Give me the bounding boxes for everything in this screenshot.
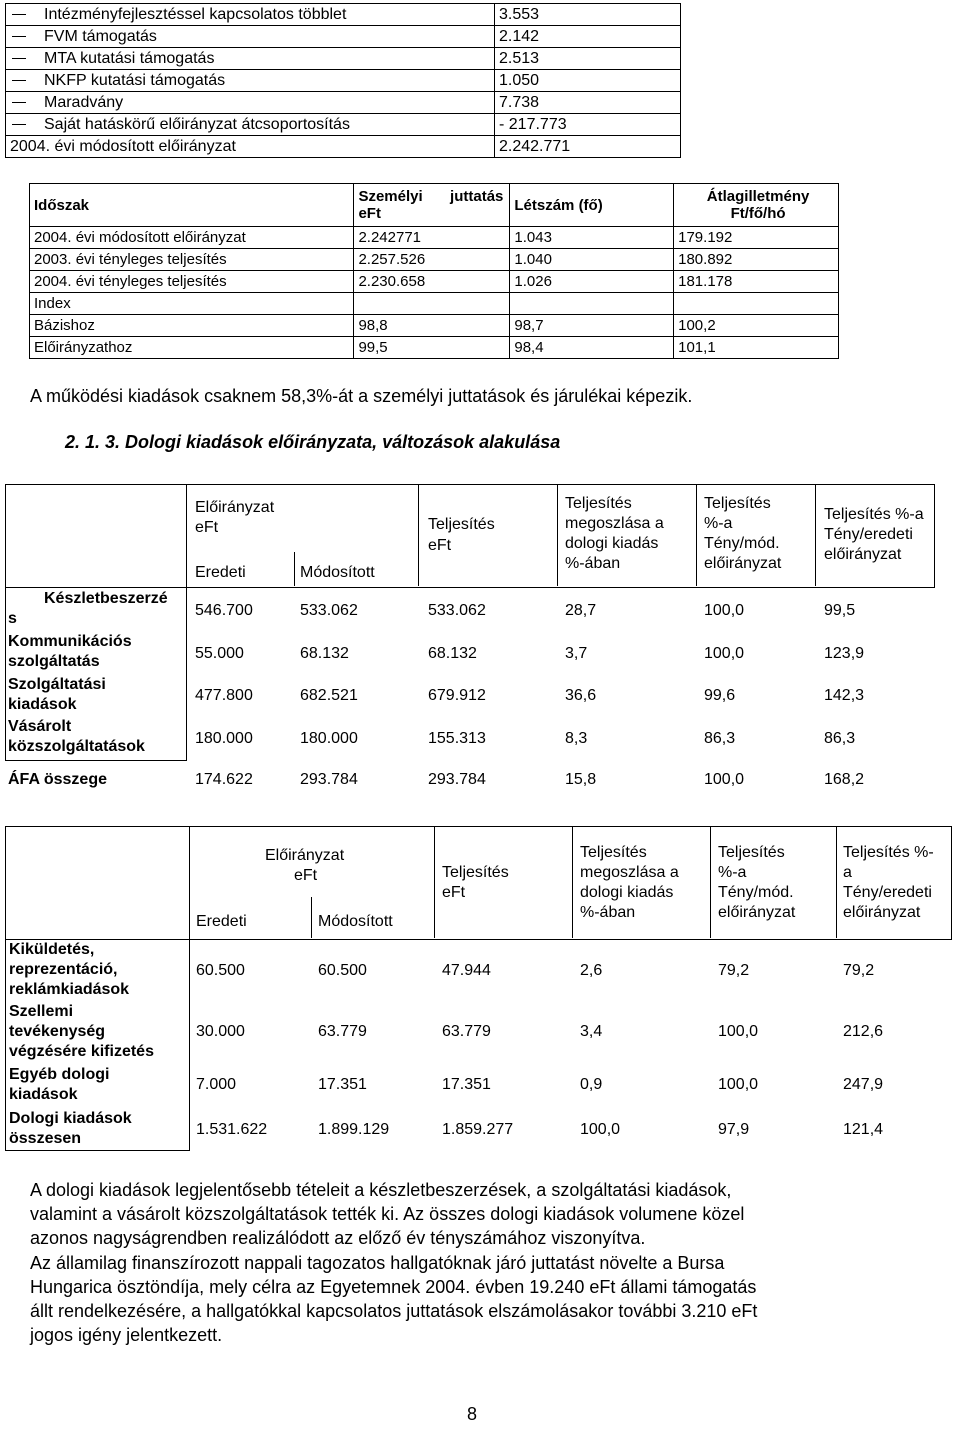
row-label: ÁFA összege [8, 771, 107, 788]
header-eft: eFt [195, 519, 219, 536]
cell: 100,0 [718, 1023, 759, 1040]
row-label: Dologi kiadások összesen [9, 1110, 132, 1147]
cell: 36,6 [565, 687, 597, 704]
dash-bullet [12, 14, 26, 15]
row-label: Kommunikációs szolgáltatás [8, 633, 132, 670]
cell: 155.313 [428, 730, 486, 747]
dash-bullet [12, 58, 26, 59]
divider [836, 826, 837, 938]
divider [5, 586, 6, 760]
cell: 60.500 [196, 962, 245, 979]
header-teny-eredeti: Teljesítés %- a Tény/eredeti előirányzat [843, 844, 934, 921]
section-heading: 2. 1. 3. Dologi kiadások előirányzata, változások alakulása [65, 432, 561, 452]
cell: 63.779 [442, 1023, 491, 1040]
cell: 168,2 [824, 771, 865, 788]
dash-bullet [12, 36, 26, 37]
cell: 180.000 [300, 730, 358, 747]
cell: 17.351 [318, 1076, 367, 1093]
cell: 100,0 [580, 1121, 621, 1138]
table-row [6, 26, 681, 48]
header-teny-eredeti: Teljesítés %-a Tény/eredeti előirányzat [824, 506, 924, 563]
personnel-table [29, 183, 839, 359]
cell: 98,8 [354, 315, 510, 337]
cell [674, 293, 839, 315]
cell: 247,9 [843, 1076, 884, 1093]
cell: 86,3 [824, 730, 856, 747]
header-teny-mod: Teljesítés %-a Tény/mód. előirányzat [704, 495, 782, 572]
table-row [30, 293, 839, 315]
header-megoszlas: Teljesítés megoszlása a dologi kiadás %-ában [580, 844, 679, 921]
row-label: Saját hatáskörű előirányzat átcsoportosítás [44, 115, 350, 133]
divider [186, 484, 187, 586]
cell: 3,4 [580, 1023, 603, 1040]
cell: 1.040 [510, 249, 674, 271]
cell: 79,2 [843, 962, 875, 979]
divider [189, 826, 190, 938]
divider [186, 586, 187, 760]
cell: 8,3 [565, 730, 588, 747]
row-label: Intézményfejlesztéssel kapcsolatos többlet [44, 5, 347, 23]
header-modositott: Módosított [300, 564, 375, 581]
cell: 1.899.129 [318, 1121, 390, 1138]
cell: 2.257.526 [354, 249, 510, 271]
divider [557, 484, 558, 586]
cell: 28,7 [565, 602, 597, 619]
header-teljesites: Teljesítés [442, 864, 509, 881]
row-label: Maradvány [44, 93, 124, 111]
header-eloiranyzat: Előirányzat [265, 847, 345, 864]
row-value: 1.050 [495, 70, 681, 92]
cell: 100,2 [674, 315, 839, 337]
row-value: 3.553 [495, 4, 681, 26]
row-value: 7.738 [495, 92, 681, 114]
cell: 2,6 [580, 962, 603, 979]
table-row [6, 92, 681, 114]
header-headcount: Létszám (fő) [510, 184, 674, 227]
divider [294, 552, 295, 586]
divider [815, 484, 816, 586]
cell: 100,0 [718, 1076, 759, 1093]
cell: 68.132 [300, 645, 349, 662]
divider [189, 938, 190, 1150]
row-value: - 217.773 [495, 114, 681, 136]
row-label: Szolgáltatási kiadások [8, 676, 106, 713]
table-header-box [5, 826, 952, 940]
cell: Index [30, 293, 354, 315]
cell [354, 293, 510, 315]
divider [418, 484, 419, 586]
cell: 142,3 [824, 687, 865, 704]
cell: 533.062 [428, 602, 486, 619]
table-row [30, 337, 839, 359]
cell: 1.043 [510, 227, 674, 249]
cell: 3,7 [565, 645, 588, 662]
cell: 15,8 [565, 771, 597, 788]
cell: 101,1 [674, 337, 839, 359]
table-row [30, 315, 839, 337]
cell: 86,3 [704, 730, 736, 747]
header-eredeti: Eredeti [195, 564, 246, 581]
table-row [30, 249, 839, 271]
divider [5, 760, 187, 761]
cell: Előirányzathoz [30, 337, 354, 359]
table-row [6, 114, 681, 136]
cell: 100,0 [704, 771, 745, 788]
dash-bullet [12, 102, 26, 103]
row-value: 2.513 [495, 48, 681, 70]
cell: 293.784 [428, 771, 486, 788]
header-personal-1b: juttatás [450, 188, 504, 205]
cell: 79,2 [718, 962, 750, 979]
row-label: Szellemi tevékenység végzésére kifizetés [9, 1003, 154, 1060]
cell: 97,9 [718, 1121, 750, 1138]
cell: Bázishoz [30, 315, 354, 337]
header-personal-1: Személyi [358, 188, 423, 205]
row-label: Egyéb dologi kiadások [9, 1066, 110, 1103]
table-row [6, 48, 681, 70]
header-megoszlas: Teljesítés megoszlása a dologi kiadás %-ában [565, 495, 664, 572]
cell: 99,5 [354, 337, 510, 359]
row-label: FVM támogatás [44, 27, 157, 45]
cell: 212,6 [843, 1023, 884, 1040]
cell: 2004. évi módosított előirányzat [30, 227, 354, 249]
row-label: NKFP kutatási támogatás [44, 71, 226, 89]
header-teljesites-eft: eFt [428, 537, 452, 554]
cell: 100,0 [704, 645, 745, 662]
dash-bullet [12, 80, 26, 81]
header-teny-mod: Teljesítés %-a Tény/mód. előirányzat [718, 844, 796, 921]
analysis-paragraph: A dologi kiadások legjelentősebb tételeit a készletbeszerzések, a szolgáltatási kiadások, valamint a vásárolt közszolgáltatások tették ki. Az összes dologi kiadások volumene közel azonos nagyságrendben realizálódott az előző év tényszámához viszonyítva. [30, 1180, 745, 1248]
scholarship-paragraph: Az államilag finanszírozott nappali tagozatos hallgatóknak járó juttatást növelte a Bursa Hungarica ösztöndíja, mely célra az Egyetemnek 2004. évben 19.240 eFt állami támogatás állt rendelkezésére, a hallgatókkal kapcsolatos juttatások elszámolásakor további 3.210 eFt jogos igény jelentkezett. [30, 1253, 758, 1345]
cell: 98,7 [510, 315, 674, 337]
header-period: Időszak [30, 184, 354, 227]
cell: 100,0 [704, 602, 745, 619]
header-avg-1: Átlagilletmény [706, 188, 810, 205]
dash-bullet [12, 124, 26, 125]
cell: 7.000 [196, 1076, 237, 1093]
cell: 2003. évi tényleges teljesítés [30, 249, 354, 271]
cell: 533.062 [300, 602, 358, 619]
cell: 68.132 [428, 645, 477, 662]
divider [311, 897, 312, 938]
divider [710, 826, 711, 938]
cell: 174.622 [195, 771, 253, 788]
cell: 63.779 [318, 1023, 367, 1040]
cell: 1.026 [510, 271, 674, 293]
cell: 98,4 [510, 337, 674, 359]
row-label: 2004. évi módosított előirányzat [6, 136, 495, 158]
row-label: Készletbeszerzé s [8, 590, 168, 627]
cell: 477.800 [195, 687, 253, 704]
cell: 17.351 [442, 1076, 491, 1093]
cell: 293.784 [300, 771, 358, 788]
cell: 2004. évi tényleges teljesítés [30, 271, 354, 293]
header-eloiranyzat: Előirányzat [195, 499, 275, 516]
header-eredeti: Eredeti [196, 913, 247, 930]
table-row [6, 70, 681, 92]
row-label: MTA kutatási támogatás [44, 49, 215, 67]
divider [572, 826, 573, 938]
header-personal-2: eFt [358, 205, 381, 222]
cell: 2.230.658 [354, 271, 510, 293]
cell: 179.192 [674, 227, 839, 249]
funding-changes-table [5, 3, 681, 158]
cell: 55.000 [195, 645, 244, 662]
cell: 180.892 [674, 249, 839, 271]
table-row [6, 136, 681, 158]
cell: 47.944 [442, 962, 491, 979]
cell: 0,9 [580, 1076, 603, 1093]
cell: 546.700 [195, 602, 253, 619]
cell: 679.912 [428, 687, 486, 704]
divider [5, 938, 6, 1150]
cell: 181.178 [674, 271, 839, 293]
summary-paragraph: A működési kiadások csaknem 58,3%-át a személyi juttatások és járulékai képezik. [30, 386, 693, 406]
divider [5, 1150, 190, 1151]
header-teljesites: Teljesítés [428, 516, 495, 533]
cell: 1.531.622 [196, 1121, 268, 1138]
row-value: 2.142 [495, 26, 681, 48]
header-eft: eFt [294, 867, 318, 884]
header-avg-2: Ft/fő/hó [730, 205, 786, 222]
table-row [30, 227, 839, 249]
divider [434, 826, 435, 938]
cell: 180.000 [195, 730, 253, 747]
table-row [30, 271, 839, 293]
table-row [6, 4, 681, 26]
cell: 121,4 [843, 1121, 884, 1138]
cell: 123,9 [824, 645, 865, 662]
cell: 30.000 [196, 1023, 245, 1040]
row-label: Kiküldetés, reprezentáció, reklámkiadások [9, 941, 130, 998]
header-modositott: Módosított [318, 913, 393, 930]
row-label: Vásárolt közszolgáltatások [8, 718, 145, 755]
cell: 99,6 [704, 687, 736, 704]
page-number: 8 [467, 1404, 478, 1424]
cell: 99,5 [824, 602, 856, 619]
table-header-box [5, 484, 935, 588]
cell: 682.521 [300, 687, 358, 704]
cell: 1.859.277 [442, 1121, 514, 1138]
row-value: 2.242.771 [495, 136, 681, 158]
cell: 60.500 [318, 962, 367, 979]
cell: 2.242771 [354, 227, 510, 249]
table-header-row [30, 184, 839, 227]
divider [696, 484, 697, 586]
cell [510, 293, 674, 315]
header-teljesites-eft: eFt [442, 884, 466, 901]
